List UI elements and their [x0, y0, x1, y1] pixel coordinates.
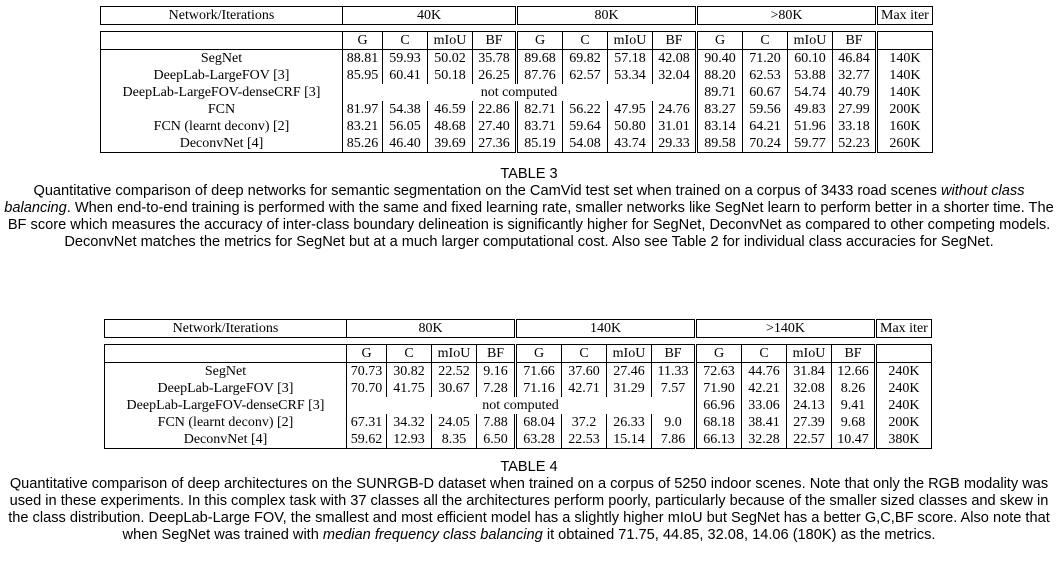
table-row	[101, 67, 933, 84]
metric-value: 29.33	[653, 135, 697, 153]
metric-value: 57.18	[608, 50, 653, 68]
iteration-group-header: 80K	[517, 7, 697, 25]
metric-header: C	[742, 345, 787, 363]
metric-header: C	[563, 32, 608, 50]
max-iter-value: 240K	[876, 363, 932, 381]
max-iter-value: 200K	[876, 414, 932, 431]
metric-value: 85.19	[517, 135, 563, 153]
metric-value: 66.96	[696, 397, 742, 414]
metric-value: 24.76	[653, 101, 697, 118]
metric-value: 70.70	[347, 380, 387, 397]
metric-value: 88.81	[343, 50, 383, 68]
metric-header: BF	[652, 345, 696, 363]
metric-value: 89.71	[697, 84, 743, 101]
table-row	[101, 118, 933, 135]
max-iter-header: Max iter	[877, 7, 933, 25]
gap-cell	[105, 338, 932, 345]
metric-header: mIoU	[607, 345, 652, 363]
network-name: FCN	[101, 101, 343, 118]
metric-value: 42.21	[742, 380, 787, 397]
network-name: DeconvNet [4]	[101, 135, 343, 153]
iteration-group-header: 40K	[343, 7, 517, 25]
metrics-header-blank	[105, 345, 347, 363]
metric-value: 63.28	[516, 431, 562, 449]
metric-value: 71.66	[516, 363, 562, 381]
metric-value: 8.26	[832, 380, 876, 397]
table-row	[101, 101, 933, 118]
metric-value: 27.39	[787, 414, 832, 431]
iteration-group-header: 140K	[516, 320, 696, 338]
metric-value: 9.0	[652, 414, 696, 431]
max-iter-value: 240K	[876, 397, 932, 414]
max-iter-value: 380K	[876, 431, 932, 449]
metric-value: 67.31	[347, 414, 387, 431]
network-name: SegNet	[105, 363, 347, 381]
table-4-caption-part3: it obtained 71.75, 44.85, 32.08, 14.06 (180K) as the metrics.	[542, 527, 936, 543]
table-4-grid	[104, 319, 932, 449]
metric-value: 87.76	[517, 67, 563, 84]
iteration-group-header: 80K	[347, 320, 516, 338]
metric-value: 72.63	[696, 363, 742, 381]
metric-value: 47.95	[608, 101, 653, 118]
metric-value: 81.97	[343, 101, 383, 118]
metric-value: 89.68	[517, 50, 563, 68]
metric-header: G	[516, 345, 562, 363]
metric-value: 26.25	[473, 67, 517, 84]
metric-value: 32.08	[787, 380, 832, 397]
metric-value: 46.40	[383, 135, 428, 153]
metric-value: 48.68	[428, 118, 473, 135]
metric-value: 56.22	[563, 101, 608, 118]
metric-value: 12.66	[832, 363, 876, 381]
max-iter-value: 260K	[877, 135, 933, 153]
metric-value: 59.56	[743, 101, 788, 118]
metric-header: G	[696, 345, 742, 363]
metric-value: 49.83	[788, 101, 833, 118]
metric-value: 68.04	[516, 414, 562, 431]
table-3-body	[101, 7, 933, 153]
metric-value: 43.74	[608, 135, 653, 153]
metric-value: 42.08	[653, 50, 697, 68]
metric-value: 50.02	[428, 50, 473, 68]
metric-value: 7.86	[652, 431, 696, 449]
metric-value: 30.67	[432, 380, 477, 397]
metric-value: 70.24	[743, 135, 788, 153]
metric-value: 31.84	[787, 363, 832, 381]
metric-value: 64.21	[743, 118, 788, 135]
metric-value: 34.32	[387, 414, 432, 431]
metric-value: 52.23	[833, 135, 877, 153]
metric-header: G	[347, 345, 387, 363]
metric-value: 24.05	[432, 414, 477, 431]
metric-value: 27.46	[607, 363, 652, 381]
metric-value: 32.28	[742, 431, 787, 449]
metric-value: 71.16	[516, 380, 562, 397]
network-name: DeconvNet [4]	[105, 431, 347, 449]
not-computed-cell: not computed	[343, 84, 697, 101]
table-4-body	[105, 320, 932, 449]
metric-header: G	[517, 32, 563, 50]
metric-value: 7.57	[652, 380, 696, 397]
table-4-caption-emphasis: median frequency class balancing	[322, 527, 543, 543]
metric-value: 37.2	[562, 414, 607, 431]
table-3	[100, 6, 933, 153]
metric-value: 33.06	[742, 397, 787, 414]
metric-header: BF	[832, 345, 876, 363]
metric-value: 51.96	[788, 118, 833, 135]
metric-value: 31.29	[607, 380, 652, 397]
metric-value: 10.47	[832, 431, 876, 449]
iteration-group-header: >80K	[697, 7, 877, 25]
metric-value: 62.53	[743, 67, 788, 84]
metric-value: 59.62	[347, 431, 387, 449]
metric-value: 71.90	[696, 380, 742, 397]
metric-value: 12.93	[387, 431, 432, 449]
metric-value: 83.71	[517, 118, 563, 135]
iteration-group-header: >140K	[696, 320, 876, 338]
metric-value: 8.35	[432, 431, 477, 449]
metric-value: 60.67	[743, 84, 788, 101]
metric-value: 40.79	[833, 84, 877, 101]
metric-value: 71.20	[743, 50, 788, 68]
table-row	[101, 84, 933, 101]
metric-value: 6.50	[477, 431, 516, 449]
metric-value: 33.18	[833, 118, 877, 135]
network-iterations-header: Network/Iterations	[105, 320, 347, 338]
metric-value: 22.86	[473, 101, 517, 118]
metric-value: 70.73	[347, 363, 387, 381]
table-4-caption	[0, 459, 1058, 544]
metric-value: 54.74	[788, 84, 833, 101]
metrics-header-blank	[101, 32, 343, 50]
max-iter-header: Max iter	[876, 320, 932, 338]
network-name: SegNet	[101, 50, 343, 68]
table-row	[105, 431, 932, 449]
metric-value: 68.18	[696, 414, 742, 431]
table-row	[101, 50, 933, 68]
metric-header: mIoU	[787, 345, 832, 363]
metric-value: 88.20	[697, 67, 743, 84]
metric-value: 31.01	[653, 118, 697, 135]
network-name: FCN (learnt deconv) [2]	[105, 414, 347, 431]
metric-value: 62.57	[563, 67, 608, 84]
max-iter-value: 160K	[877, 118, 933, 135]
header-gap	[101, 25, 933, 32]
metric-value: 46.84	[833, 50, 877, 68]
metric-header: BF	[653, 32, 697, 50]
max-iter-value: 200K	[877, 101, 933, 118]
metric-value: 41.75	[387, 380, 432, 397]
metric-value: 82.71	[517, 101, 563, 118]
header-row-metrics	[101, 32, 933, 50]
metric-value: 56.05	[383, 118, 428, 135]
max-iter-value: 140K	[877, 50, 933, 68]
metric-value: 38.41	[742, 414, 787, 431]
metric-header: mIoU	[788, 32, 833, 50]
metric-value: 7.28	[477, 380, 516, 397]
metric-value: 27.40	[473, 118, 517, 135]
metric-value: 53.88	[788, 67, 833, 84]
metric-value: 83.14	[697, 118, 743, 135]
metric-value: 85.26	[343, 135, 383, 153]
network-name: FCN (learnt deconv) [2]	[101, 118, 343, 135]
metric-value: 42.71	[562, 380, 607, 397]
metric-header: mIoU	[608, 32, 653, 50]
table-3-caption	[0, 166, 1058, 251]
table-row	[105, 414, 932, 431]
metric-value: 27.36	[473, 135, 517, 153]
max-iter-value: 240K	[876, 380, 932, 397]
metric-value: 11.33	[652, 363, 696, 381]
table-3-caption-part1: Quantitative comparison of deep networks for semantic segmentation on the CamVid test set when trained on a corpus of 3433 road scenes	[33, 183, 937, 199]
metric-value: 22.53	[562, 431, 607, 449]
table-4-label: TABLE 4	[500, 459, 558, 475]
metric-value: 32.04	[653, 67, 697, 84]
header-row-groups	[105, 320, 932, 338]
metric-value: 50.18	[428, 67, 473, 84]
table-3-caption-part3: . When end-to-end training is performed with the same and fixed learning rate, smaller networks like SegNet learn to perform better in a shorter time. The BF score which measures the accuracy of inter-class boundary delineation is significantly higher for SegNet, DeconvNet as compared to other competing models. DeconvNet matches the metrics for SegNet but at a much larger computational cost. Also see Table 2 for individual class accuracies for SegNet.	[7, 200, 1054, 250]
metric-value: 53.34	[608, 67, 653, 84]
metric-value: 83.21	[343, 118, 383, 135]
metric-header: C	[562, 345, 607, 363]
metric-header: C	[383, 32, 428, 50]
metric-value: 27.99	[833, 101, 877, 118]
table-3-caption-emphasis: without class balancing	[4, 183, 1025, 216]
metric-header: mIoU	[428, 32, 473, 50]
metric-value: 46.59	[428, 101, 473, 118]
metric-value: 37.60	[562, 363, 607, 381]
metric-value: 9.41	[832, 397, 876, 414]
metric-header: BF	[473, 32, 517, 50]
header-row-metrics	[105, 345, 932, 363]
metric-value: 39.69	[428, 135, 473, 153]
metric-value: 50.80	[608, 118, 653, 135]
metric-value: 44.76	[742, 363, 787, 381]
metric-value: 54.38	[383, 101, 428, 118]
header-row-groups	[101, 7, 933, 25]
network-name: DeepLab-LargeFOV-denseCRF [3]	[101, 84, 343, 101]
metric-header: G	[343, 32, 383, 50]
table-row	[105, 397, 932, 414]
metric-value: 59.64	[563, 118, 608, 135]
table-3-label: TABLE 3	[500, 166, 558, 182]
metric-value: 89.58	[697, 135, 743, 153]
table-4	[104, 319, 932, 449]
table-row	[105, 363, 932, 381]
max-iter-value: 140K	[877, 84, 933, 101]
table-3-grid	[100, 6, 933, 153]
metric-value: 35.78	[473, 50, 517, 68]
metric-value: 90.40	[697, 50, 743, 68]
network-name: DeepLab-LargeFOV [3]	[105, 380, 347, 397]
table-row	[105, 380, 932, 397]
metric-header: mIoU	[432, 345, 477, 363]
metric-header: C	[743, 32, 788, 50]
metric-value: 24.13	[787, 397, 832, 414]
metric-value: 26.33	[607, 414, 652, 431]
metric-value: 60.41	[383, 67, 428, 84]
gap-cell	[101, 25, 933, 32]
metric-value: 15.14	[607, 431, 652, 449]
table-4-caption-part1: Quantitative comparison of deep architectures on the SUNRGB-D dataset when trained on a corpus of 5250 indoor scenes. Note that only the RGB modality was used in these experiments. In this complex task with 37 classes all the architectures perform poorly, particularly because of the smaller sized classes and skew in the class distribution. DeepLab-Large FOV, the smallest and most efficient model has a slightly higher mIoU but SegNet has a better G,C,BF score. Also note that when SegNet was trained with	[8, 476, 1050, 543]
metric-value: 59.93	[383, 50, 428, 68]
metric-value: 60.10	[788, 50, 833, 68]
metric-header: G	[697, 32, 743, 50]
metric-value: 32.77	[833, 67, 877, 84]
metric-value: 30.82	[387, 363, 432, 381]
network-iterations-header: Network/Iterations	[101, 7, 343, 25]
network-name: DeepLab-LargeFOV-denseCRF [3]	[105, 397, 347, 414]
metric-value: 66.13	[696, 431, 742, 449]
metric-value: 7.88	[477, 414, 516, 431]
metric-value: 59.77	[788, 135, 833, 153]
metric-header: BF	[477, 345, 516, 363]
metric-value: 83.27	[697, 101, 743, 118]
metric-value: 69.82	[563, 50, 608, 68]
metric-value: 54.08	[563, 135, 608, 153]
metric-value: 9.16	[477, 363, 516, 381]
network-name: DeepLab-LargeFOV [3]	[101, 67, 343, 84]
metric-header: C	[387, 345, 432, 363]
table-row	[101, 135, 933, 153]
metric-value: 22.57	[787, 431, 832, 449]
metrics-header-blank-right	[877, 32, 933, 50]
not-computed-cell: not computed	[347, 397, 696, 414]
metrics-header-blank-right	[876, 345, 932, 363]
metric-value: 22.52	[432, 363, 477, 381]
metric-value: 85.95	[343, 67, 383, 84]
metric-value: 9.68	[832, 414, 876, 431]
header-gap	[105, 338, 932, 345]
metric-header: BF	[833, 32, 877, 50]
max-iter-value: 140K	[877, 67, 933, 84]
